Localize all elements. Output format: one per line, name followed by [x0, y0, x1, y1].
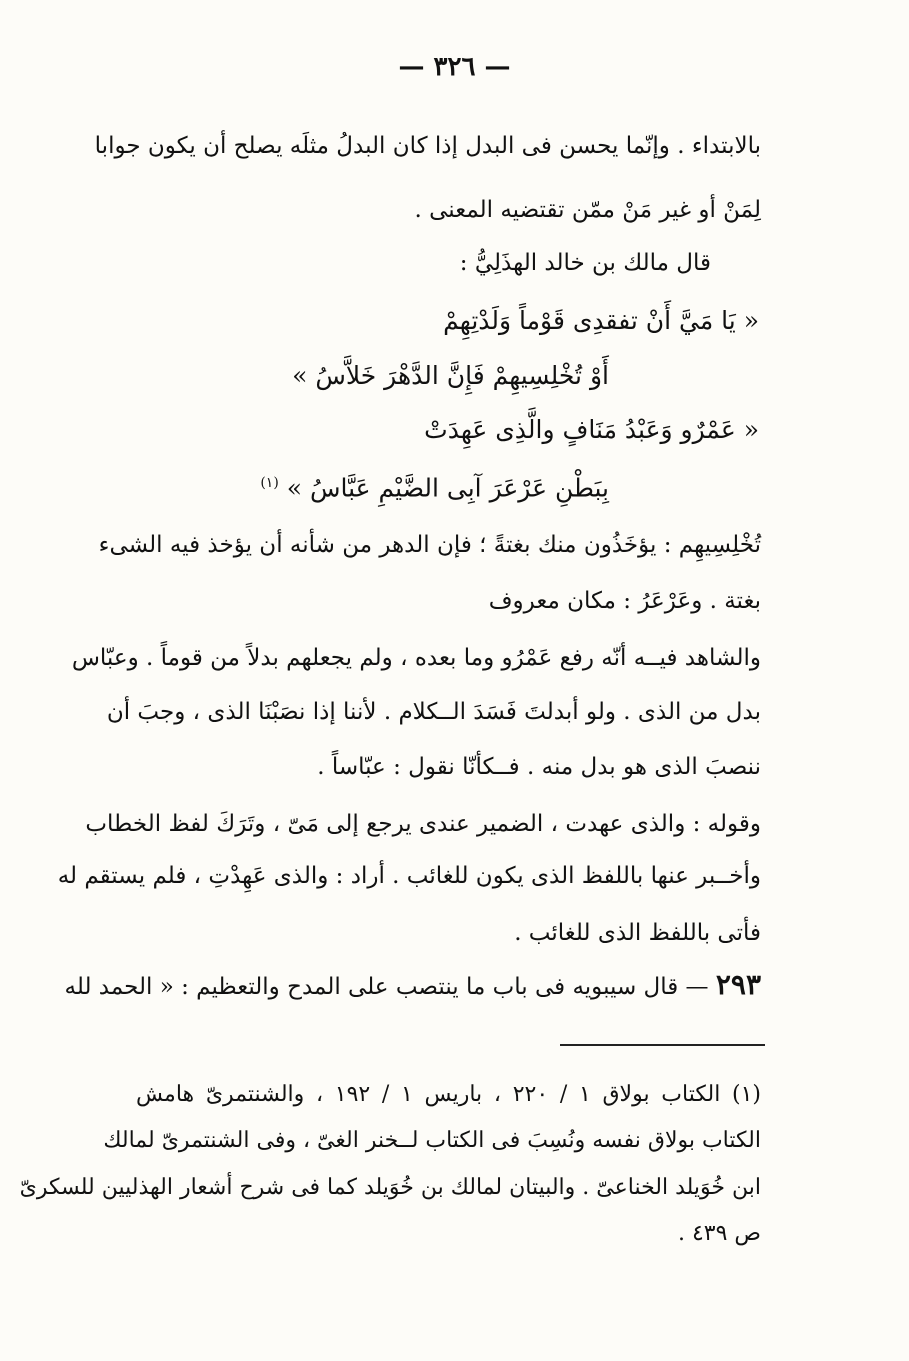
- footnote-line-2: الكتاب بولاق نفسه ونُسِبَ فى الكتاب لــخنر الغىّ ، وفى الشنتمرىّ لمالك: [103, 1128, 761, 1153]
- footnote-divider: [560, 1044, 765, 1046]
- text-line-1: بالابتداء . وإنّما يحسن فى البدل إذا كان البدلُ مثلَه يصلح أن يكون جوابا: [94, 133, 761, 159]
- text-line-12: [65, 967, 762, 1005]
- text-line-10: وأخــبر عنها باللفظ الذى يكون للغائب . أراد : والذى عَهِدْتِ ، فلم يستقم له: [57, 863, 761, 889]
- text-line-6: والشاهد فيــه أنّه رفع عَمْرُو وما بعده ، ولم يجعلهم بدلاً من قوماً . وعبّاس: [71, 645, 761, 671]
- verse-line-2: أَوْ تُخْلِسِيهِمْ فَإِنَّ الدَّهْرَ خَلاَّسُ »: [292, 361, 609, 390]
- footnote-line-4: ص ٤٣٩ .: [677, 1221, 761, 1246]
- footnote-marker: (١): [260, 475, 279, 491]
- verse-line-1: « يَا مَيَّ أَنْ تفقدِى قَوْماً وَلَدْتِهِمْ: [443, 306, 759, 335]
- footnote-line-1: (١) الكتاب بولاق ١ / ٢٢٠ ، باريس ١ / ١٩٢ ، والشنتمرىّ هامش: [136, 1082, 762, 1107]
- entry-number: ٢٩٣: [715, 968, 761, 1001]
- text-line-11: فأتى باللفظ الذى للغائب .: [514, 920, 761, 946]
- page-number: — ٣٢٦ —: [398, 52, 511, 82]
- text-line-5: بغتة . وعَرْعَرُ : مكان معروف: [488, 588, 761, 614]
- text-line-12-text: — قال سيبويه فى باب ما ينتصب على المدح والتعظيم : « الحمد لله: [64, 974, 709, 1000]
- text-line-7: بدل من الذى . ولو أبدلتَ فَسَدَ الــكلام . لأننا إذا نصَبْنَا الذى ، وجبَ أن: [106, 699, 761, 725]
- text-line-3: قال مالك بن خالد الهذَلِيُّ :: [459, 250, 711, 276]
- verse-line-4-text: بِبَطْنِ عَرْعَرَ آبِى الضَّيْمِ عَبَّاسُ »: [286, 473, 609, 503]
- text-line-4: تُخْلِسِيهِم : يؤخَذُون منك بغتةً ؛ فإن الدهر من شأنه أن يؤخذ فيه الشىء: [98, 532, 761, 558]
- footnote-line-3: ابن خُوَيلد الخناعىّ . والبيتان لمالك بن خُوَيلد كما فى شرح أشعار الهذليين للسكرىّ: [19, 1175, 761, 1200]
- verse-line-3: « عَمْرٌو وَعَبْدُ مَنَافٍ والَّذِى عَهِدَتْ: [424, 415, 759, 444]
- text-line-8: ننصبَ الذى هو بدل منه . فــكأنّا نقول : عبّاساً .: [317, 754, 761, 780]
- text-line-9: وقوله : والذى عهدت ، الضمير عندى يرجع إلى مَىّ ، وتَرَكَ لفظ الخطاب: [85, 811, 761, 837]
- text-line-2: لِمَنْ أو غير مَنْ ممّن تقتضيه المعنى .: [414, 197, 761, 223]
- verse-line-4: [260, 465, 609, 506]
